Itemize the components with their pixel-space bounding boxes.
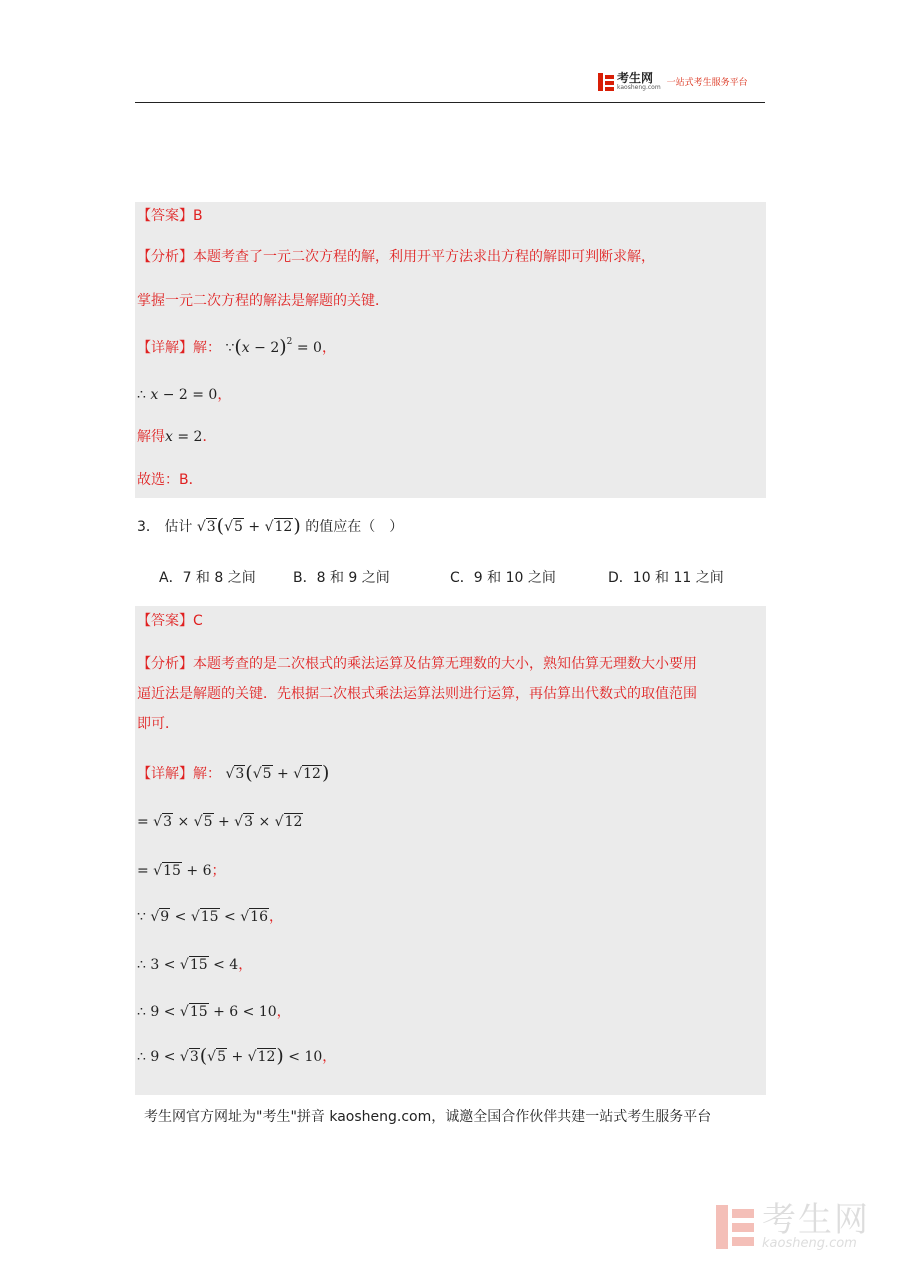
- q3-option-a: A．7 和 8 之间: [159, 570, 256, 586]
- q2-conclusion: 故选：B．: [137, 472, 203, 488]
- footer-text: 考生网官方网址为"考生"拼音 kaosheng.com，诚邀全国合作伙伴共建一站式考生服务平台: [144, 1109, 712, 1125]
- q3-detail-step5: ∴ 3 < √15 < 4，: [137, 957, 253, 973]
- header-divider: [135, 102, 765, 103]
- logo-icon: [598, 73, 614, 91]
- q2-detail-step2: ∴ x − 2 = 0，: [137, 387, 232, 403]
- watermark-brand: 考生网: [762, 1200, 870, 1240]
- q3-detail-step1: 【详解】解： √3(√5 + √12): [137, 762, 330, 784]
- q2-analysis-line1: 【分析】本题考查了一元二次方程的解，利用开平方法求出方程的解即可判断求解，: [137, 249, 655, 265]
- q3-option-b: B．8 和 9 之间: [293, 570, 390, 586]
- q3-solution-block: [135, 606, 766, 1095]
- q3-detail-step2: = √3 × √5 + √3 × √12: [137, 814, 303, 830]
- q3-stem: 3． 估计 √3(√5 + √12) 的值应在（ ）: [137, 515, 404, 537]
- q2-detail-step1: 【详解】解： ∵(x − 2)$^2$ = 0，: [137, 336, 336, 358]
- q3-detail-step6: ∴ 9 < √15 + 6 < 10，: [137, 1004, 291, 1020]
- q2-answer: 【答案】B: [137, 208, 203, 224]
- header-slogan: 一站式考生服务平台: [666, 78, 748, 88]
- q3-option-c: C．9 和 10 之间: [450, 570, 556, 586]
- q3-detail-step4: ∵ √9 < √15 < √16，: [137, 909, 283, 925]
- q3-detail-step3: = √15 + 6；: [137, 863, 226, 879]
- watermark: [716, 1200, 870, 1251]
- q3-option-d: D．10 和 11 之间: [608, 570, 724, 586]
- watermark-logo-icon: [716, 1205, 754, 1249]
- q3-analysis-line1: 【分析】本题考查的是二次根式的乘法运算及估算无理数的大小，熟知估算无理数大小要用: [137, 656, 697, 672]
- q2-detail-step3: 解得x = 2．: [137, 429, 217, 445]
- logo-domain: kaosheng.com: [617, 84, 661, 91]
- watermark-domain: kaosheng.com: [762, 1236, 857, 1251]
- q3-analysis-line3: 即可．: [137, 716, 179, 732]
- logo-brand: 考生网: [617, 71, 654, 85]
- q3-analysis-line2: 逼近法是解题的关键．先根据二次根式乘法运算法则进行运算，再估算出代数式的取值范围: [137, 686, 697, 702]
- q3-answer: 【答案】C: [137, 613, 203, 629]
- q2-analysis-line2: 掌握一元二次方程的解法是解题的关键．: [137, 293, 389, 309]
- header-logo: [598, 72, 748, 91]
- q3-detail-step7: ∴ 9 < √3(√5 + √12) < 10，: [137, 1045, 337, 1067]
